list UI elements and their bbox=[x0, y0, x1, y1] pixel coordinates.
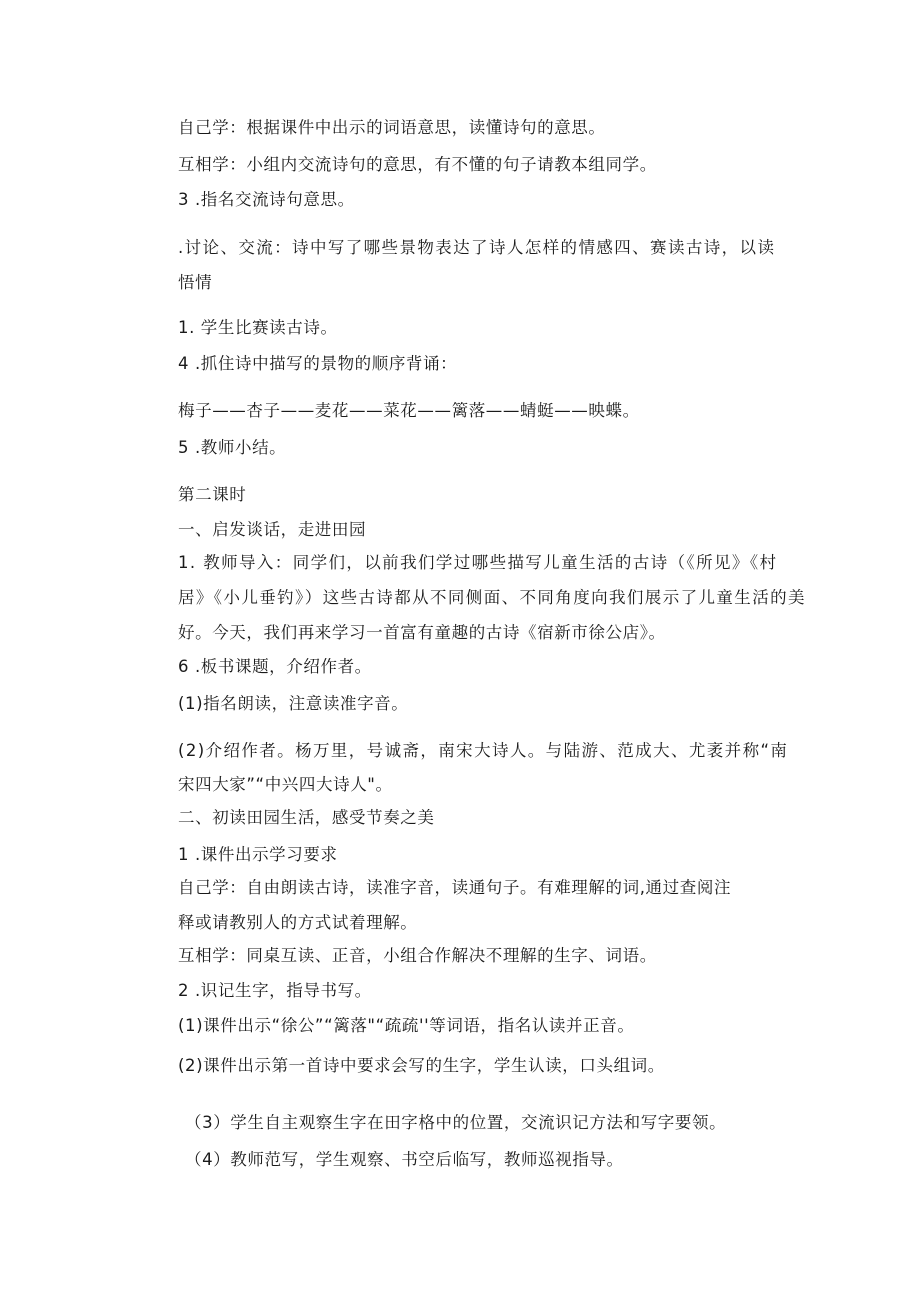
text-line: （3）学生自主观察生字在田字格中的位置，交流识记方法和写字要领。 bbox=[185, 1113, 727, 1132]
section-title: 第二课时 bbox=[178, 485, 247, 504]
text-line: 居》《小儿垂钓》）这些古诗都从不同侧面、不同角度向我们展示了儿童生活的美 bbox=[178, 588, 806, 607]
text-line: (1)课件出示“徐公”“篱落"“疏疏''等词语，指名认读并正音。 bbox=[178, 1016, 635, 1035]
text-line: 梅子——杏子——麦花——菜花——篱落——蜻蜓——映蝶。 bbox=[178, 401, 640, 420]
text-line: 自己学：根据课件中出示的词语意思，读懂诗句的意思。 bbox=[178, 118, 606, 137]
text-line: 6 .板书课题，介绍作者。 bbox=[178, 657, 372, 676]
text-line: 3 .指名交流诗句意思。 bbox=[178, 190, 355, 209]
text-line: 1. 教师导入：同学们，以前我们学过哪些描写儿童生活的古诗（《所见》《村 bbox=[178, 553, 778, 572]
text-line: 互相学：小组内交流诗句的意思，有不懂的句子请教本组同学。 bbox=[178, 155, 657, 174]
text-line: 自己学：自由朗读古诗，读准字音，读通句子。有难理解的词,通过查阅注 bbox=[178, 878, 732, 897]
text-line: 悟情 bbox=[178, 273, 213, 292]
text-line: 1 .课件出示学习要求 bbox=[178, 845, 338, 864]
text-line: （4）教师范写，学生观察、书空后临写，教师巡视指导。 bbox=[185, 1150, 624, 1169]
text-line: 宋四大家”“中兴四大诗人"。 bbox=[178, 775, 393, 794]
text-line: 释或请教别人的方式试着理解。 bbox=[178, 913, 418, 932]
text-line: (1)指名朗读，注意读准字音。 bbox=[178, 694, 409, 713]
text-line: (2)介绍作者。杨万里，号诚斋，南宋大诗人。与陆游、范成大、尤袤并称“南 bbox=[178, 741, 789, 760]
text-line: 互相学：同桌互读、正音，小组合作解决不理解的生字、词语。 bbox=[178, 946, 657, 965]
text-line: 好。今天，我们再来学习一首富有童趣的古诗《宿新市徐公店》。 bbox=[178, 623, 666, 642]
text-line: 2 .识记生字，指导书写。 bbox=[178, 981, 372, 1000]
text-line: 1. 学生比赛读古诗。 bbox=[178, 318, 338, 337]
section-heading: 一、启发谈话，走进田园 bbox=[178, 520, 367, 539]
text-line: .讨论、交流：诗中写了哪些景物表达了诗人怎样的情感四、赛读古诗，以读 bbox=[178, 238, 776, 257]
text-line: 5 .教师小结。 bbox=[178, 438, 287, 457]
section-heading: 二、初读田园生活，感受节奏之美 bbox=[178, 808, 435, 827]
text-line: 4 .抓住诗中描写的景物的顺序背诵： bbox=[178, 354, 458, 373]
text-line: (2)课件出示第一首诗中要求会写的生字，学生认读，口头组词。 bbox=[178, 1056, 665, 1075]
